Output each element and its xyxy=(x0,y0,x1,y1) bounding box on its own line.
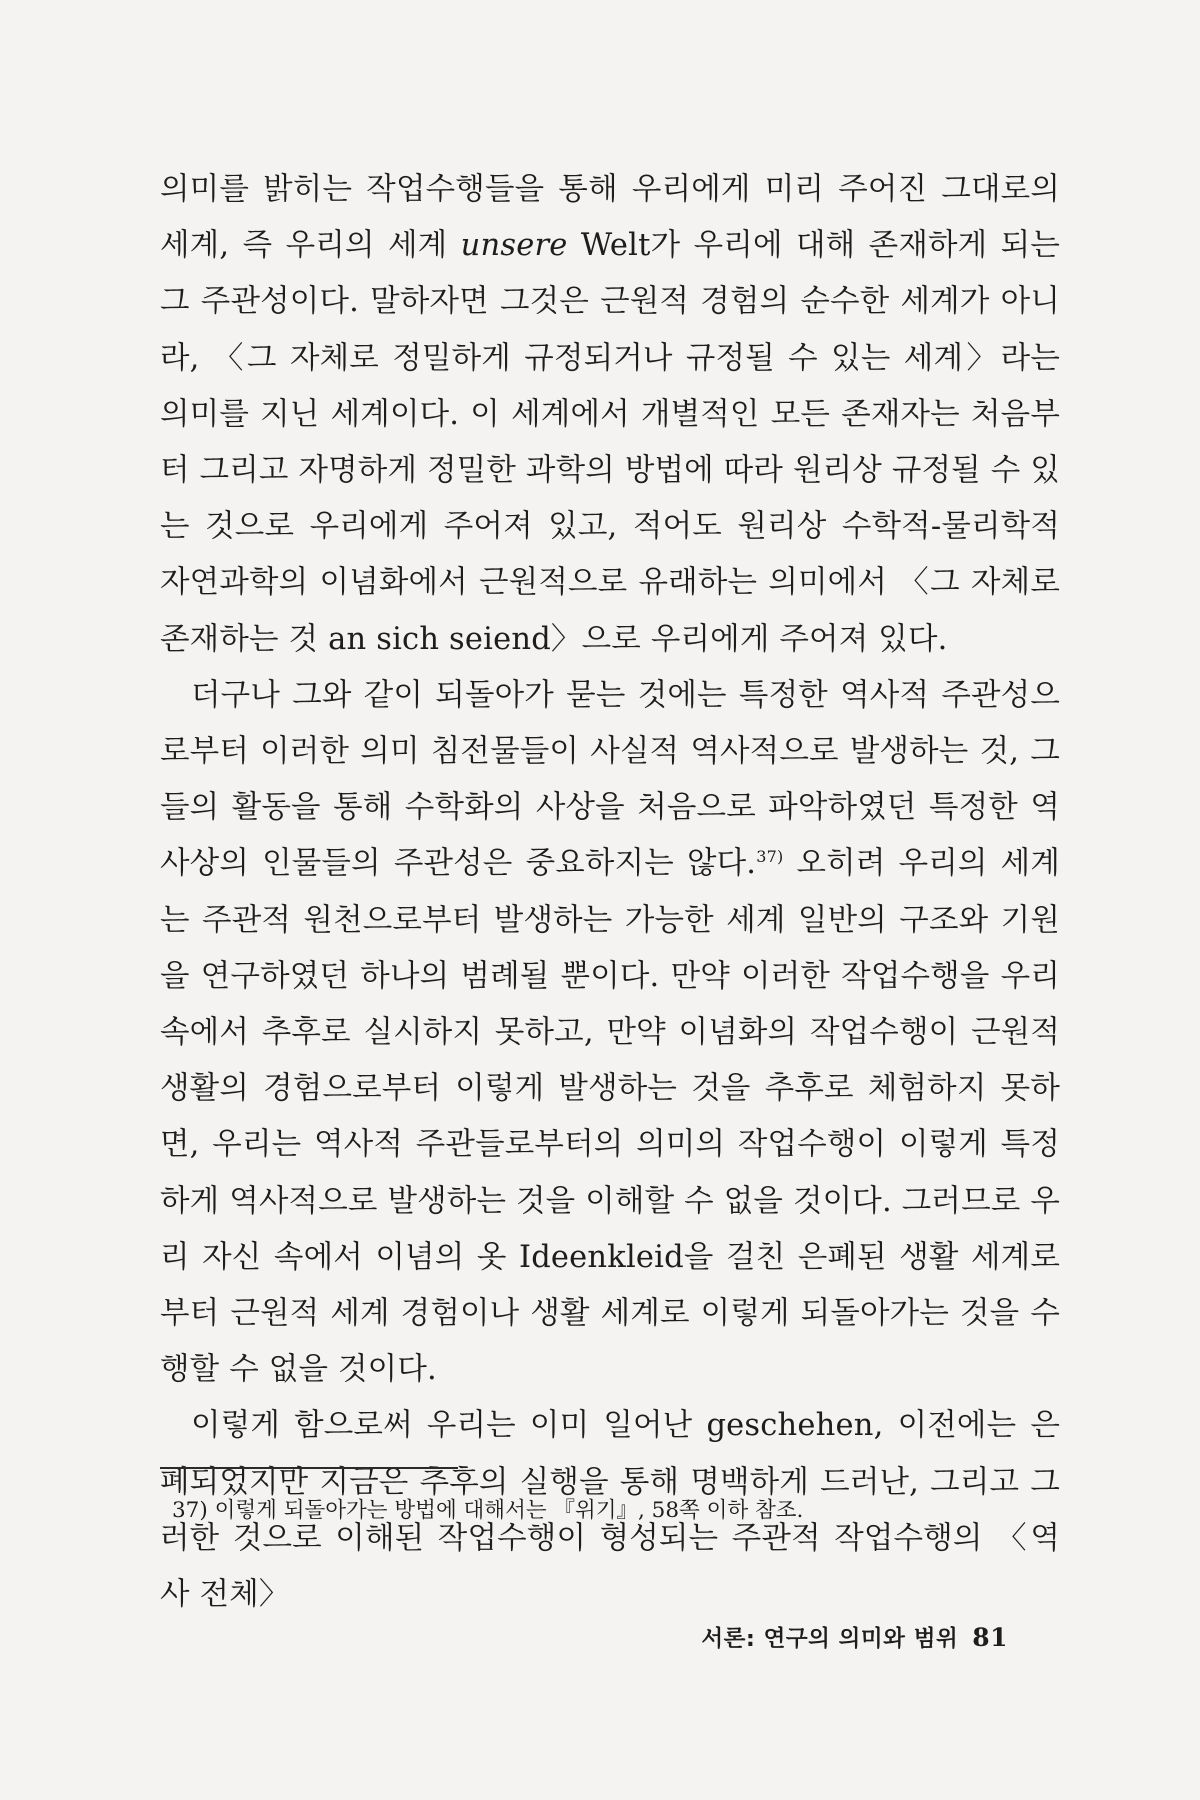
italic-term-unsere: unsere xyxy=(460,228,568,264)
paragraph-2-text-a: 더구나 그와 같이 되돌아가 묻는 것에는 특정한 역사적 주관성으로부터 이러한 의미 침전물들이 사실적 역사적으로 발생하는 것, 그들의 활동을 통해 수학화의 사상을 처음으로 파악하였던 특정한 역사상의 인물들의 주관성은 중요하지는 않다. xyxy=(160,677,1060,882)
paragraph-2 xyxy=(160,668,1060,1399)
footnote-divider xyxy=(160,1467,458,1469)
paragraph-1 xyxy=(160,162,1060,668)
paragraph-1-text-b: Welt가 우리에 대해 존재하게 되는 그 주관성이다. 말하자면 그것은 근원적 경험의 순수한 세계가 아니라, 〈그 자체로 정밀하게 규정되거나 규정될 수 있는 세계〉라는 의미를 지닌 세계이다. 이 세계에서 개별적인 모든 존재자는 처음부터 그리고 자명하게 정밀한 과학의 방법에 따라 원리상 규정될 수 있는 것으로 우리에게 주어져 있고, 적어도 원리상 수학적-물리학적 자연과학의 이념화에서 근원적으로 유래하는 의미에서 〈그 자체로 존재하는 것 an sich seiend〉으로 우리에게 주어져 있다. xyxy=(160,228,1061,657)
paragraph-1-text-a: 의미를 밝히는 작업수행들을 통해 우리에게 미리 주어진 그대로의 세계, 즉 우리의 세계 xyxy=(160,172,1060,264)
running-title: 서론: 연구의 의미와 범위 xyxy=(701,1626,959,1652)
footnote-37: 37) 이렇게 되돌아가는 방법에 대해서는 『위기』, 58쪽 이하 참조. xyxy=(172,1498,804,1523)
paragraph-2-text-b: 오히려 우리의 세계는 주관적 원천으로부터 발생하는 가능한 세계 일반의 구조와 기원을 연구하였던 하나의 범례될 뿐이다. 만약 이러한 작업수행을 우리 속에서 추후로 실시하지 못하고, 만약 이념화의 작업수행이 근원적 생활의 경험으로부터 이렇게 발생하는 것을 추후로 체험하지 못하면, 우리는 역사적 주관들로부터의 의미의 작업수행이 이렇게 특정하게 역사적으로 발생하는 것을 이해할 수 없을 것이다. 그러므로 우리 자신 속에서 이념의 옷 Ideenkleid을 걸친 은폐된 생활 세계로부터 근원적 세계 경험이나 생활 세계로 이렇게 되돌아가는 것을 수행할 수 없을 것이다. xyxy=(160,846,1060,1388)
page-number: 81 xyxy=(972,1623,1008,1652)
paragraph-3: 이렇게 함으로써 우리는 이미 일어난 geschehen, 이전에는 은폐되었지만 지금은 추후의 실행을 통해 명백하게 드러난, 그리고 그러한 것으로 이해된 작업수행이 형성되는 주관적 작업수행의 〈역사 전체〉 xyxy=(160,1408,1060,1613)
main-text xyxy=(160,162,1060,1623)
footnote-reference-37[interactable]: 37) xyxy=(756,847,784,867)
running-footer xyxy=(0,1620,1008,1657)
